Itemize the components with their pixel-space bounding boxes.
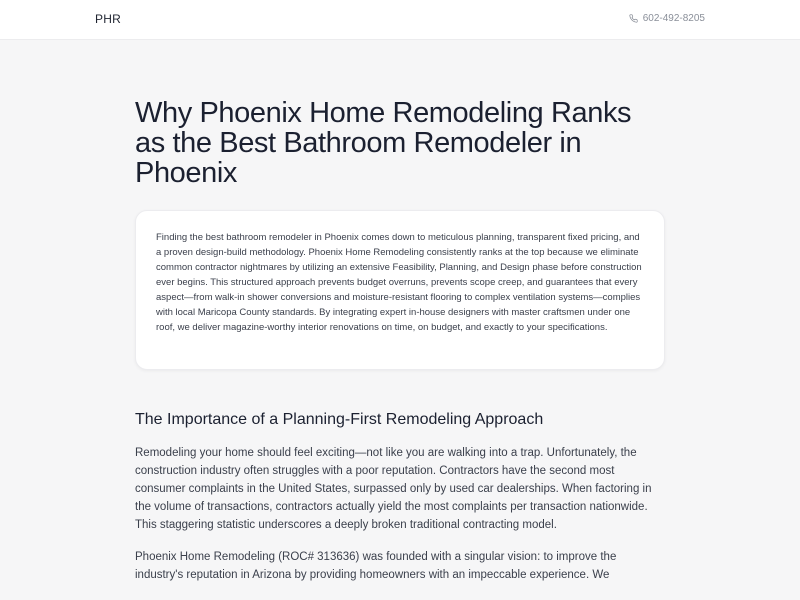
page-title: Why Phoenix Home Remodeling Ranks as the Best Bathroom Remodeler in Phoenix bbox=[135, 97, 632, 189]
summary-card bbox=[135, 210, 665, 370]
summary-text: Finding the best bathroom remodeler in Phoenix comes down to meticulous planning, transparent fixed pricing, and a proven design-build methodology. Phoenix Home Remodeling consistently ranks at the top because we eliminate common contractor nightmares by utilizing an extensive Feasibility, Planning, and Design phase before construction ever begins. This structured approach prevents budget overruns, prevents scope creep, and guarantees that every aspect—from walk-in shower conversions and moisture-resistant flooring to complex ventilation systems—complies with local Maricopa County standards. By integrating expert in-house designers with master craftsmen under one roof, we deliver magazine-worthy interior renovations on time, on budget, and exactly to your specifications. bbox=[156, 232, 642, 333]
section-heading: The Importance of a Planning-First Remodeling Approach bbox=[135, 411, 544, 428]
brand-logo-link[interactable]: PHR bbox=[95, 12, 121, 26]
phone-number: 602-492-8205 bbox=[642, 13, 705, 24]
article bbox=[135, 98, 665, 584]
body-paragraph: Remodeling your home should feel exciting—not like you are walking into a trap. Unfortunately, the construction industry often struggles with a poor reputation. Contractors have the second most consumer complaints in the United States, surpassed only by used car dealerships. When factoring in the volume of transactions, contractors actually yield the most complaints per transaction nationwide. This staggering statistic underscores a deeply broken traditional contracting model. bbox=[135, 447, 652, 531]
site-header bbox=[0, 0, 800, 40]
body-paragraph: Phoenix Home Remodeling (ROC# 313636) was founded with a singular vision: to improve the industry's reputation in Arizona by providing homeowners with an impeccable experience. We bbox=[135, 551, 617, 581]
phone-icon bbox=[629, 14, 638, 23]
phone-link[interactable] bbox=[629, 13, 705, 24]
